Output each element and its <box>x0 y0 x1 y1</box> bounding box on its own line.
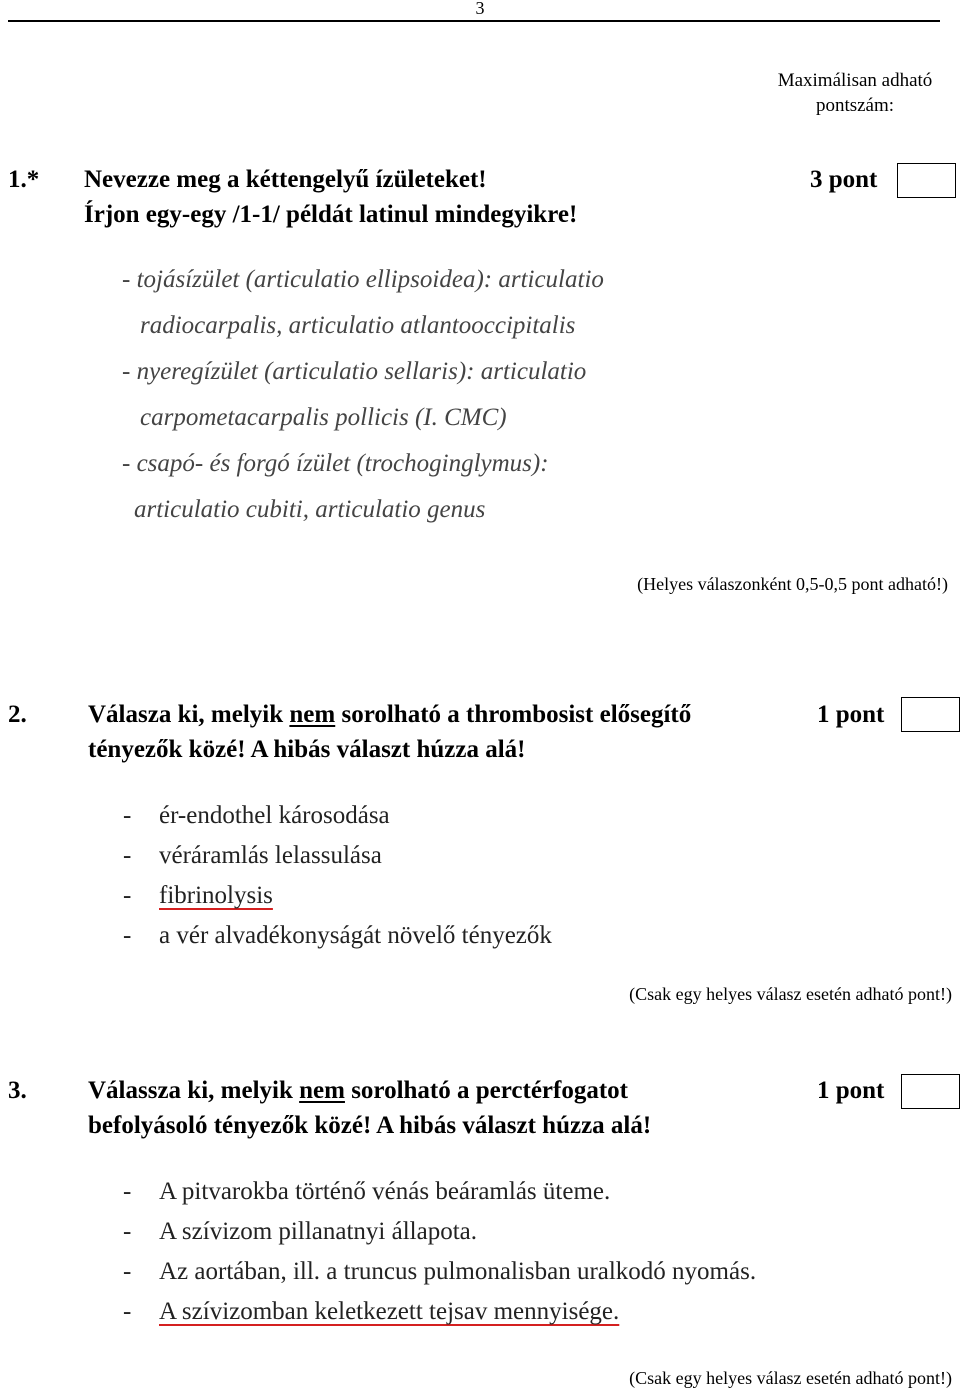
q1-answer-line: carpometacarpalis pollicis (I. CMC) <box>140 404 507 431</box>
q1-points: 3 pont <box>810 166 878 193</box>
q3-score-box[interactable] <box>901 1074 960 1109</box>
q2-text-line1: Válasza ki, melyik nem sorolható a thrombosist elősegítő <box>88 701 692 728</box>
q1-text-line1: Nevezze meg a kéttengelyű ízületeket! <box>84 166 487 193</box>
q3-scoring-note: (Csak egy helyes válasz esetén adható pont!) <box>629 1368 952 1388</box>
q3-option[interactable]: - Az aortában, ill. a truncus pulmonalisban uralkodó nyomás. <box>123 1258 757 1285</box>
q1-score-box[interactable] <box>897 163 956 198</box>
q1-text-line2: Írjon egy-egy /1-1/ példát latinul mindegyikre! <box>84 201 578 228</box>
q3-option[interactable]: - A szívizom pillanatnyi állapota. <box>123 1218 477 1245</box>
q2-option[interactable]: - véráramlás lelassulása <box>123 842 382 869</box>
max-points-label: Maximálisan adható pontszám: <box>777 70 933 116</box>
q3-points: 1 pont <box>817 1077 885 1104</box>
page-number: 3 <box>475 0 485 18</box>
q1-answer-line: articulatio cubiti, articulatio genus <box>134 496 486 523</box>
q2-text-line2: tényezők közé! A hibás választ húzza alá! <box>88 736 526 763</box>
q3-option[interactable]: - A pitvarokba történő vénás beáramlás üteme. <box>123 1178 611 1205</box>
q2-option[interactable]: - a vér alvadékonyságát növelő tényezők <box>123 922 552 949</box>
q3-option-selected[interactable]: - A szívizomban keletkezett tejsav mennyisége. <box>123 1298 620 1325</box>
q2-scoring-note: (Csak egy helyes válasz esetén adható pont!) <box>629 984 952 1004</box>
q2-points: 1 pont <box>817 701 885 728</box>
q3-number: 3. <box>8 1077 27 1104</box>
q3-text-line1: Válassza ki, melyik nem sorolható a perctérfogatot <box>88 1077 628 1104</box>
q1-answer-line: - nyeregízület (articulatio sellaris): articulatio <box>122 358 587 385</box>
q1-answer-line: - csapó- és forgó ízület (trochoginglymus): <box>122 450 549 477</box>
q3-emphasis-nem: nem <box>299 1077 345 1104</box>
q2-emphasis-nem: nem <box>289 701 336 728</box>
q1-answer-line: radiocarpalis, articulatio atlantooccipitalis <box>140 312 576 339</box>
q1-answer-line: - tojásízület (articulatio ellipsoidea): articulatio <box>122 266 604 293</box>
q2-option[interactable]: - ér-endothel károsodása <box>123 802 390 829</box>
q3-text-line2: befolyásoló tényezők közé! A hibás választ húzza alá! <box>88 1112 652 1139</box>
header-rule <box>8 20 940 22</box>
q1-number: 1.* <box>8 166 40 193</box>
q2-option-selected[interactable]: - fibrinolysis <box>123 882 273 909</box>
q1-scoring-note: (Helyes válaszonként 0,5-0,5 pont adható!) <box>637 574 948 594</box>
q2-number: 2. <box>8 701 27 728</box>
q2-score-box[interactable] <box>901 697 960 732</box>
